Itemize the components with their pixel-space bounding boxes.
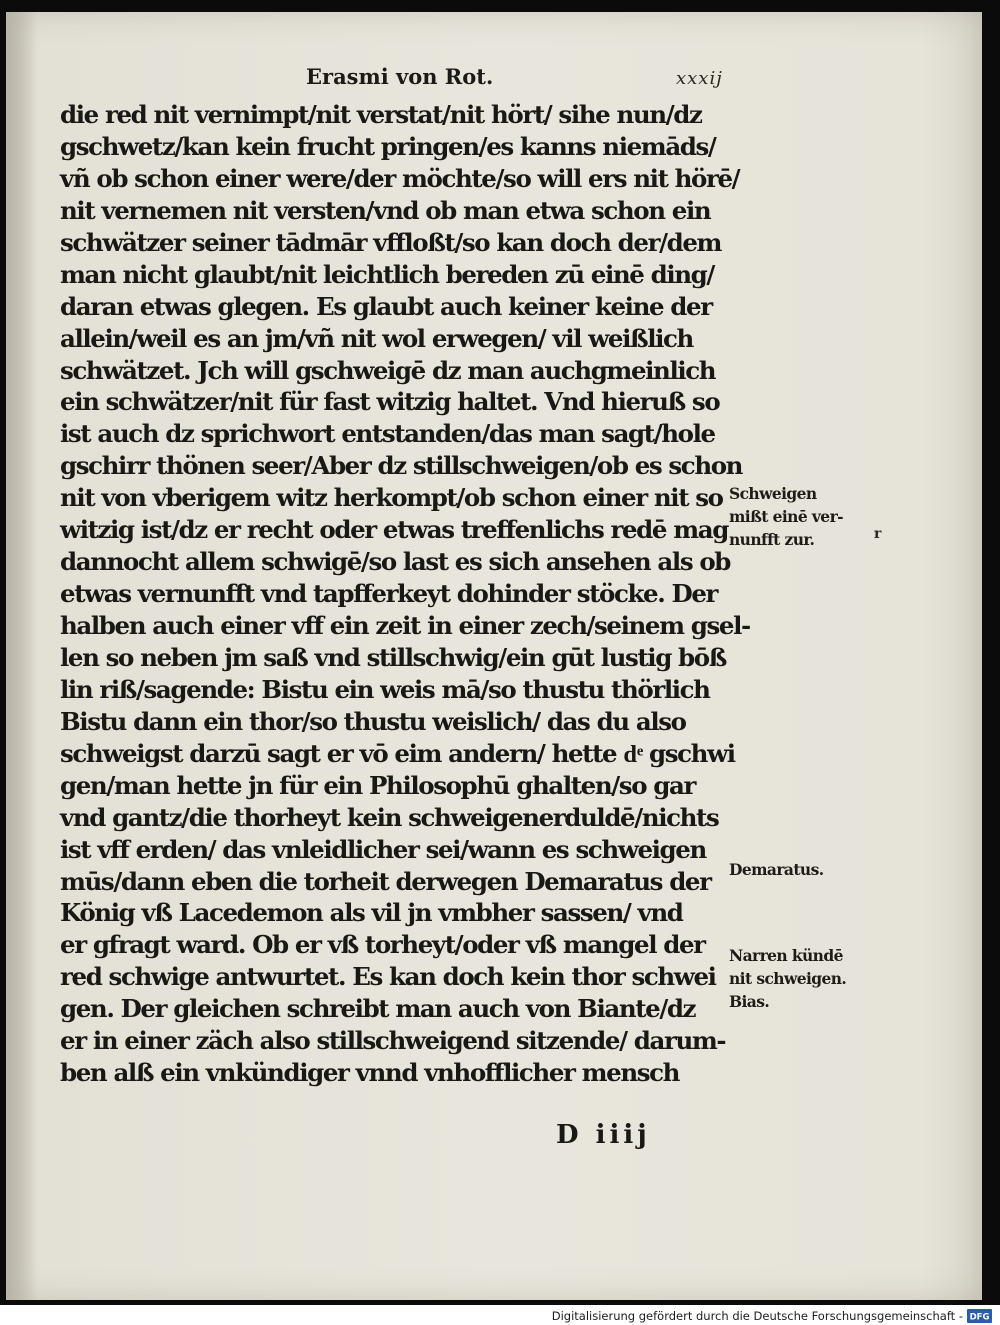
text-line: daran etwas glegen. Es glaubt auch keiner keine der: [60, 291, 712, 321]
text-line: dannocht allem schwigē/so last es sich ansehen als ob: [60, 547, 731, 577]
text-line: allein/weil es an jm/vñ nit wol erwegen/ vil weißlich: [60, 323, 693, 353]
text-line: ist vff erden/ das vnleidlicher sei/wann es schweigen: [60, 834, 706, 864]
marginal-note-schweigen: [729, 482, 843, 551]
text-line: mūs/dann eben die torheit derwegen Demaratus der: [60, 866, 711, 896]
credit-text: Digitalisierung gefördert durch die Deutsche Forschungsgemeinschaft -: [551, 1309, 963, 1323]
text-line: gschirr thönen seer/Aber dz stillschweigen/ob es schon: [60, 451, 743, 481]
dfg-logo-text: DFG: [969, 1312, 990, 1323]
marginal-note-line: Narren kündē: [729, 946, 843, 965]
dfg-logo-icon: [967, 1309, 992, 1323]
marginal-note-line: nunfft zur.: [729, 530, 815, 549]
text-line: ben alß ein vnkündiger vnnd vnhofflicher mensch: [60, 1058, 680, 1088]
marginal-note-line: mißt einē ver-: [729, 507, 843, 526]
text-line: gschwetz/kan kein frucht pringen/es kanns niemāds/: [60, 131, 716, 161]
text-line: nit von vberigem witz herkompt/ob schon einer nit so: [60, 483, 723, 513]
text-line: red schwige antwurtet. Es kan doch kein thor schwei: [60, 962, 716, 992]
text-line: gen/man hette jn für ein Philosophū ghalten/so gar: [60, 770, 695, 800]
text-line: König vß Lacedemon als vil jn vmbher sassen/ vnd: [60, 898, 683, 928]
stray-printer-mark: r: [874, 526, 882, 542]
text-line: nit vernemen nit versten/vnd ob man etwa schon ein: [60, 195, 711, 225]
running-head-title: Erasmi von Rot.: [306, 64, 494, 89]
text-line: schwätzer seiner tādmār vffloßt/so kan doch der/dem: [60, 227, 722, 257]
text-line: lin riß/sagende: Bistu ein weis mā/so thustu thörlich: [60, 674, 710, 704]
text-line: vñ ob schon einer were/der möchte/so will ers nit hörē/: [60, 163, 740, 193]
page-gutter-shadow: [6, 12, 38, 1300]
text-line: witzig ist/dz er recht oder etwas treffenlichs redē mag: [60, 515, 728, 545]
folio-number: xxxij: [676, 68, 723, 89]
marginal-note-line: Bias.: [729, 992, 770, 1011]
marginal-note-line: Demaratus.: [729, 860, 824, 879]
running-head: [6, 64, 982, 94]
text-line: etwas vernunfft vnd tapfferkeyt dohinder stöcke. Der: [60, 579, 718, 609]
marginal-note-line: nit schweigen.: [729, 969, 847, 988]
text-line: er in einer zäch also stillschweigend sitzende/ darum-: [60, 1026, 726, 1056]
marginal-note-line: Schweigen: [729, 484, 817, 503]
text-line: len so neben jm saß vnd stillschwig/ein gūt lustig bōß: [60, 642, 726, 672]
text-line: ist auch dz sprichwort entstanden/das man sagt/hole: [60, 419, 715, 449]
marginal-note-narren: [729, 944, 846, 1013]
text-line: er gfragt ward. Ob er vß torheyt/oder vß mangel der: [60, 930, 705, 960]
text-line: Bistu dann ein thor/so thustu weislich/ das du also: [60, 706, 686, 736]
marginal-note-demaratus: [729, 858, 824, 881]
text-line: man nicht glaubt/nit leichtlich bereden zū einē ding/: [60, 259, 714, 289]
text-line: ein schwätzer/nit für fast witzig haltet. Vnd hieruß so: [60, 387, 720, 417]
text-line: die red nit vernimpt/nit verstat/nit hört/ sihe nun/dz: [60, 100, 702, 129]
text-line: schwätzet. Jch will gschweigē dz man auchgmeinlich: [60, 355, 716, 385]
text-line: halben auch einer vff ein zeit in einer zech/seinem gsel-: [60, 611, 750, 640]
text-line: schweigst darzū sagt er vō eim andern/ hette dͤ gschwi: [60, 738, 735, 768]
book-page: [6, 12, 982, 1300]
text-line: gen. Der gleichen schreibt man auch von Biante/dz: [60, 994, 696, 1024]
digitization-credit: [552, 1307, 992, 1325]
signature-mark: D iiij: [556, 1120, 651, 1150]
text-line: vnd gantz/die thorheyt kein schweigenerduldē/nichts: [60, 802, 719, 832]
